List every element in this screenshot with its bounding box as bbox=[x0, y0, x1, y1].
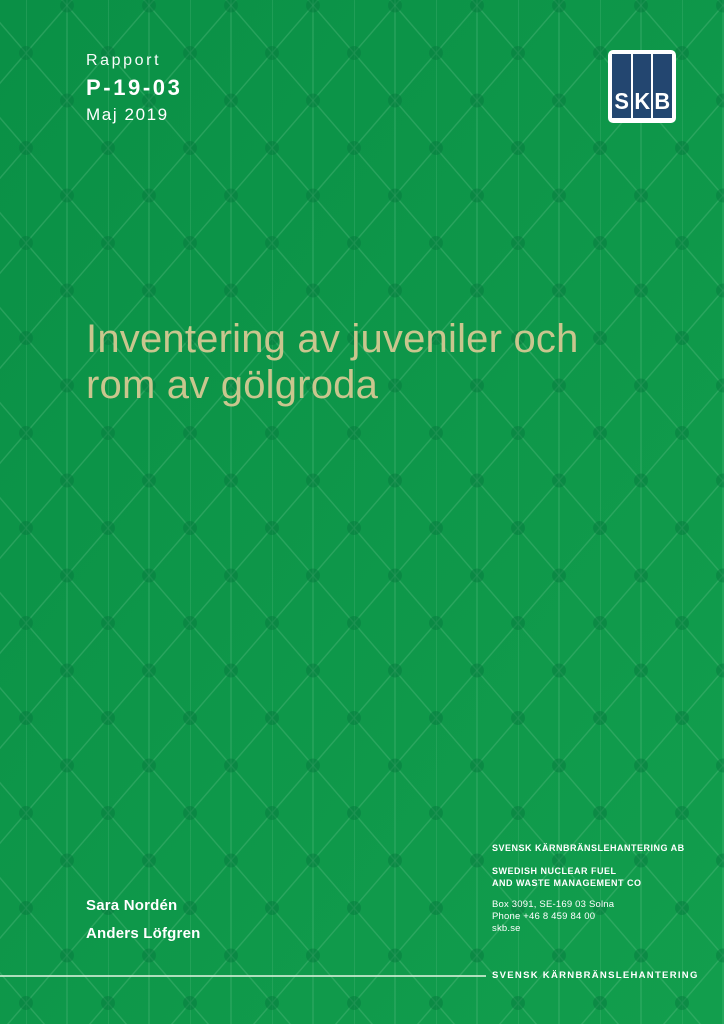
postal-address: Box 3091, SE-169 03 Solna bbox=[492, 899, 615, 910]
skb-logo-letter-s: S bbox=[614, 88, 629, 114]
skb-logo-letter-k: K bbox=[634, 88, 650, 114]
report-number: P-19-03 bbox=[86, 75, 183, 100]
author-name: Sara Nordén bbox=[86, 897, 178, 914]
company-name-english bbox=[492, 865, 685, 889]
contact-block bbox=[492, 842, 685, 935]
footer-company-name: SVENSK KÄRNBRÄNSLEHANTERING bbox=[492, 970, 699, 981]
skb-logo-bar bbox=[612, 54, 631, 118]
skb-logo bbox=[608, 50, 676, 123]
skb-logo-letter-b: B bbox=[654, 88, 671, 114]
report-title-line2: rom av gölgroda bbox=[86, 363, 379, 407]
report-header bbox=[86, 51, 182, 125]
report-title-line1: Inventering av juveniler och bbox=[86, 317, 579, 361]
report-type-label: Rapport bbox=[86, 52, 162, 69]
website-url: skb.se bbox=[492, 923, 521, 934]
report-date: Maj 2019 bbox=[86, 105, 169, 124]
authors-block bbox=[86, 896, 200, 943]
skb-logo-bar bbox=[653, 54, 672, 118]
report-title bbox=[86, 316, 579, 408]
skb-logo-bar bbox=[633, 54, 652, 118]
phone-number: Phone +46 8 459 84 00 bbox=[492, 911, 596, 922]
company-address bbox=[492, 899, 685, 935]
company-name-english-line2: AND WASTE MANAGEMENT CO bbox=[492, 878, 642, 888]
company-name-swedish: SVENSK KÄRNBRÄNSLEHANTERING AB bbox=[492, 843, 685, 853]
footer-rule bbox=[0, 975, 486, 977]
author-name: Anders Löfgren bbox=[86, 925, 201, 942]
company-name-english-line1: SWEDISH NUCLEAR FUEL bbox=[492, 866, 617, 876]
